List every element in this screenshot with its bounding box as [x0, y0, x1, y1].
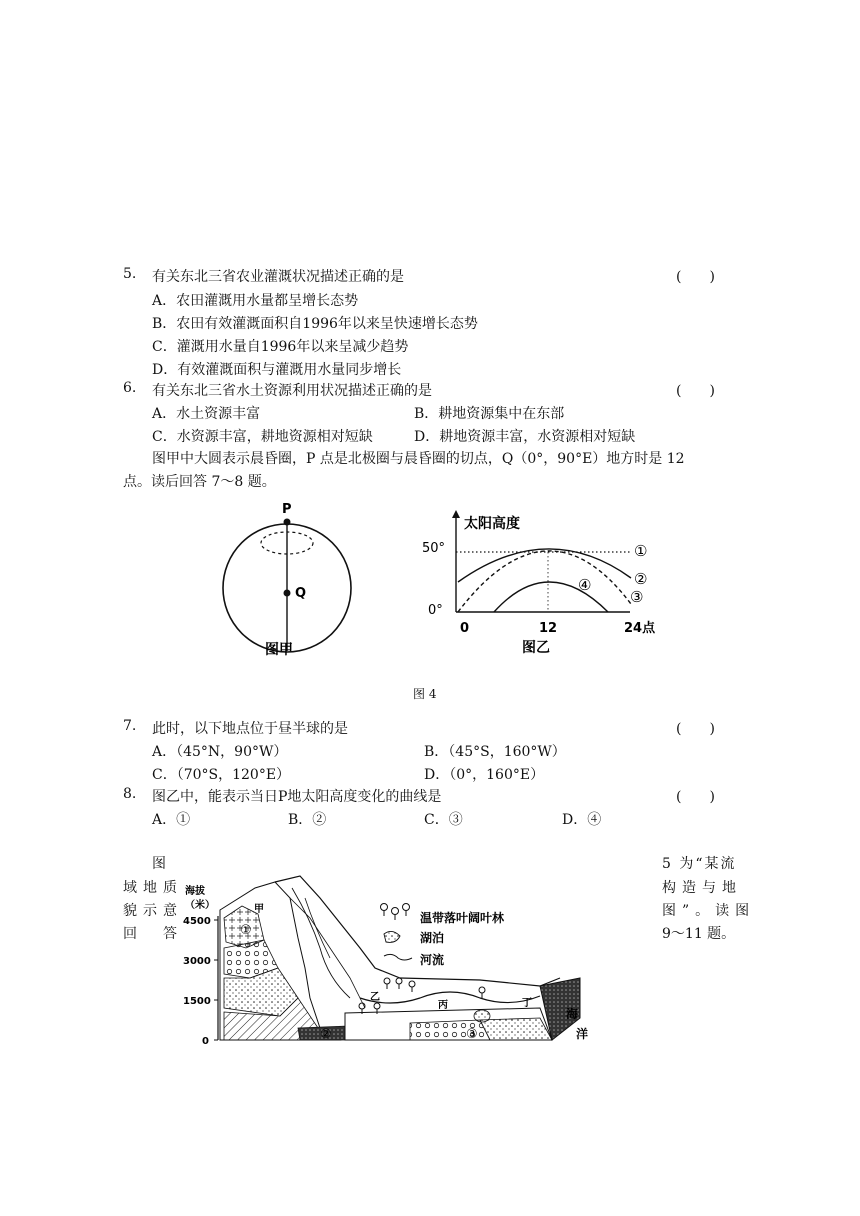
figure-5-geology — [180, 868, 600, 1048]
q5-number: 5. — [123, 266, 137, 282]
q8-option-c: C．③ — [424, 812, 463, 828]
q6-option-a: A．水土资源丰富 — [152, 406, 261, 422]
point-p-dot — [284, 519, 291, 526]
tick-3000: 3000 — [183, 956, 211, 967]
y-tick-0: 0° — [428, 603, 443, 618]
figure-yi-caption: 图乙 — [522, 640, 550, 656]
intro-9-11-left-1: 图 — [152, 856, 172, 872]
tick-1500: 1500 — [183, 996, 211, 1007]
q5-option-d: D．有效灌溉面积与灌溉用水量同步增长 — [152, 362, 402, 378]
place-ding: 丁 — [522, 998, 532, 1009]
curve-2-label: ② — [634, 570, 648, 588]
q5-stem: 有关东北三省农业灌溉状况描述正确的是 — [152, 269, 404, 285]
q5-answer-paren: ( ) — [676, 269, 715, 285]
legend-forest-label: 温带落叶阔叶林 — [420, 911, 505, 925]
q7-stem: 此时，以下地点位于昼半球的是 — [152, 721, 348, 737]
legend-lake-icon — [384, 931, 400, 942]
intro-7-8-line2: 点。读后回答 7～8 题。 — [123, 474, 276, 490]
figure-4-caption: 图 4 — [413, 687, 437, 701]
q8-option-b: B．② — [288, 812, 327, 828]
place-yi: 乙 — [370, 992, 380, 1003]
q8-answer-paren: ( ) — [676, 789, 715, 805]
point-q-label: Q — [295, 586, 307, 601]
intro-9-11-left-2: 域地质 — [123, 880, 183, 896]
q8-number: 8. — [123, 786, 137, 802]
q5-option-b: B．农田有效灌溉面积自1996年以来呈快速增长态势 — [152, 316, 478, 332]
altitude-unit: （米） — [185, 900, 215, 911]
place-jia: 甲 — [254, 904, 264, 915]
figure-jia — [215, 496, 365, 666]
q7-option-b: B．（45°S，160°W） — [424, 744, 566, 760]
x-tick-0: 0 — [460, 621, 470, 636]
curve-1-label: ① — [634, 542, 648, 560]
q7-option-a: A．（45°N，90°W） — [152, 744, 288, 760]
q5-option-c: C．灌溉用水量自1996年以来呈减少趋势 — [152, 339, 409, 355]
legend-river-icon — [384, 954, 412, 960]
intro-9-11-right-4: 9～11 题。 — [662, 926, 736, 942]
figure-yi — [418, 506, 678, 658]
legend-forest-icon — [381, 904, 410, 921]
y-axis-arrow — [452, 510, 460, 518]
sea-label-1: 海 — [566, 1007, 579, 1021]
x-tick-12: 12 — [539, 621, 558, 636]
stratum-label-1: ① — [240, 923, 252, 938]
q8-stem: 图乙中，能表示当日P地太阳高度变化的曲线是 — [152, 789, 442, 805]
tick-4500: 4500 — [183, 916, 211, 927]
river-plain — [360, 992, 540, 1003]
intro-9-11-left-4: 回 答 — [123, 926, 183, 942]
plain-gravel — [410, 1020, 490, 1040]
curve-4-label: ④ — [578, 576, 592, 594]
sea-label-2: 洋 — [576, 1027, 589, 1041]
y-tick-50: 50° — [422, 541, 446, 556]
q6-option-b: B．耕地资源集中在东部 — [414, 406, 565, 422]
stratum-3 — [480, 1018, 552, 1040]
curve-3-label: ③ — [630, 588, 644, 606]
curve-2 — [458, 549, 631, 582]
stratum-label-2: ② — [320, 1027, 332, 1042]
altitude-label: 海拔 — [185, 886, 205, 897]
q6-option-d: D．耕地资源丰富，水资源相对短缺 — [414, 429, 636, 445]
y-axis-label: 太阳高度 — [464, 516, 520, 532]
q8-option-a: A．① — [152, 812, 191, 828]
legend-lake-label: 湖泊 — [420, 931, 445, 945]
intro-9-11-left-3: 貌示意 — [123, 903, 183, 919]
lake — [474, 1010, 490, 1022]
q6-number: 6. — [123, 380, 137, 396]
x-tick-24: 24点 — [624, 621, 656, 636]
q7-option-c: C．（70°S，120°E） — [152, 767, 291, 783]
intro-9-11-right-1: 5 为“某流 — [662, 856, 737, 872]
q7-number: 7. — [123, 718, 137, 734]
q8-option-d: D．④ — [562, 812, 602, 828]
q7-answer-paren: ( ) — [676, 721, 715, 737]
figure-jia-caption: 图甲 — [265, 642, 293, 658]
curve-3 — [458, 551, 631, 612]
q5-option-a: A．农田灌溉用水量都呈增长态势 — [152, 293, 359, 309]
q6-answer-paren: ( ) — [676, 383, 715, 399]
stratum-label-3: ③ — [466, 1027, 478, 1042]
intro-9-11-right-2: 构造与地 — [662, 880, 742, 896]
point-q-dot — [284, 590, 291, 597]
point-p-label: P — [282, 502, 292, 517]
q6-option-c: C．水资源丰富，耕地资源相对短缺 — [152, 429, 373, 445]
intro-9-11-right-3: 图”。读图 — [662, 903, 756, 919]
intro-7-8-line1: 图甲中大圆表示晨昏圈，P 点是北极圈与晨昏圈的切点，Q（0°，90°E）地方时是 12 — [152, 451, 685, 467]
tick-0: 0 — [202, 1036, 209, 1047]
q6-stem: 有关东北三省水土资源利用状况描述正确的是 — [152, 383, 432, 399]
place-bing: 丙 — [438, 1000, 448, 1011]
legend-river-label: 河流 — [420, 953, 445, 967]
q7-option-d: D．（0°，160°E） — [424, 767, 545, 783]
